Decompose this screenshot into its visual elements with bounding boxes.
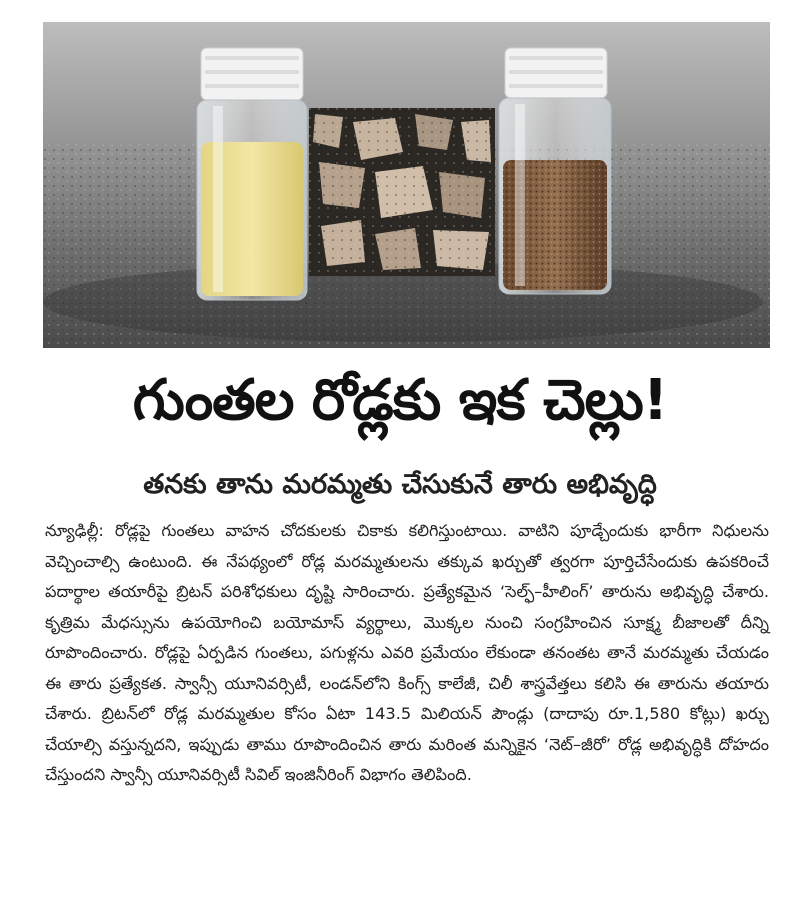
powder-jar [197, 48, 307, 300]
article-photo [43, 22, 770, 348]
asphalt-block [309, 108, 495, 276]
headline-container [0, 362, 800, 452]
headline: గుంతల రోడ్లకు ఇక చెల్లు! [132, 367, 668, 433]
subheadline-container [0, 468, 800, 508]
subheadline: తనకు తాను మరమ్మతు చేసుకునే తారు అభివృద్ధి [143, 469, 657, 500]
granule-jar [499, 48, 611, 294]
article-body [45, 516, 769, 876]
article-body-text: న్యూఢిల్లీ: రోడ్లపై గుంతలు వాహన చోదకులకు చికాకు కలిగిస్తుంటాయి. వాటిని పూడ్చేందుకు భారీగా నిధులను వెచ్చించాల్సి ఉంటుంది. ఈ నేపథ్యంలో రోడ్ల మరమ్మతులను తక్కువ ఖర్చుతో త్వరగా పూర్తిచేసేందుకు ఉపకరించే పదార్థాల తయారీపై బ్రిటన్ పరిశోధకులు దృష్టి సారించారు. ప్రత్యేకమైన ‘సెల్ఫ్–హీలింగ్’ తారును అభివృద్ధి చేశారు. కృత్రిమ మేధస్సును ఉపయోగించి బయోమాస్ వ్యర్థాలు, మొక్కల నుంచి సంగ్రహించిన సూక్ష్మ బీజాలతో దీన్ని రూపొందించారు. రోడ్లపై ఏర్పడిన గుంతలు, పగుళ్లను ఎవరి ప్రమేయం లేకుండా తనంతట తానే మరమ్మతు చేయడం ఈ తారు ప్రత్యేకత. స్వాన్సీ యూనివర్సిటీ, లండన్‌లోని కింగ్స్ కాలేజీ, చిలీ శాస్త్రవేత్తలు కలిసి ఈ తారును తయారు చేశారు. బ్రిటన్‌లో రోడ్ల మరమ్మతుల కోసం ఏటా 143.5 మిలియన్ పౌండ్లు (దాదాపు రూ.1,580 కోట్లు) ఖర్చు చేయాల్సి వస్తున్నదని, ఇప్పుడు తాము రూపొందించిన తారు మరింత మన్నికైన ‘నెట్–జీరో’ రోడ్ల అభివృద్ధికి దోహదం చేస్తుందని స్వాన్సీ యూనివర్సిటీ సివిల్ ఇంజినీరింగ్ విభాగం తెలిపింది. [45, 521, 770, 784]
asphalt-sample-illustration [43, 22, 770, 348]
